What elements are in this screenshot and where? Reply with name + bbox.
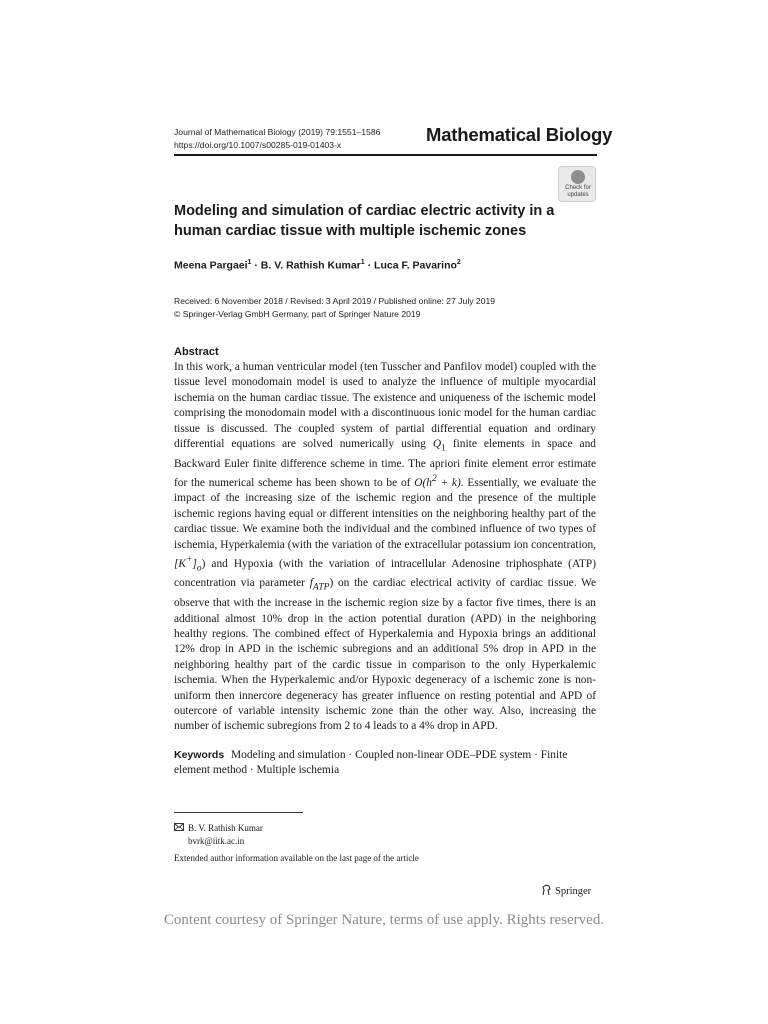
publisher-name: Springer [555, 886, 592, 897]
publication-dates [174, 295, 495, 320]
history-dates: Received: 6 November 2018 / Revised: 3 April 2019 / Published online: 27 July 2019 [174, 296, 496, 306]
author-separator: · [251, 259, 261, 272]
author-list [174, 259, 461, 272]
crossmark-icon [571, 170, 585, 184]
envelope-icon [174, 822, 188, 835]
math-order: $O(h^2 + k)$ [414, 474, 461, 489]
author-name: Luca F. Pavarino [374, 259, 457, 272]
journal-reference [174, 126, 380, 151]
author-name: B. V. Rathish Kumar [260, 259, 361, 272]
abstract-text: In this work, a human ventricular model (ten Tusscher and Panfilov model) coupled with the tissue level monodomain model is used to analyze the influence of multiple myocardial ischemia on the human cardiac tissue. The existence and uniqueness of the ischemic model comprising the monodomain model with a discontinuous ionic model for the human cardiac tissue is discussed. The coupled system of partial differential equation and ordinary differential equations are solved numerically using $Q_1$ finite elements in space and Backward Euler finite difference scheme in time. The apriori finite element error estimate for the numerical scheme has been shown to be of $O(h^2 + k)$. Essentially, we evaluate the impact of the increasing size of the ischemic region and the presence of the multiple ischemic regions having equal or different intensities on the neighboring healthy part of the cardiac tissue. We examine both the individual and the combined influence of two types of ischemia, Hyperkalemia (with the variation of the extracellular potassium ion concentration, $[K^+]_o$) and Hypoxia (with the variation of intracellular Adenosine triphosphate (ATP) concentration via parameter $f_{ATP}$) on the cardiac electrical activity of cardiac tissue. We observe that with the increase in the ischemic region size by a factor five times, there is an additional almost 10% drop in the action potential duration (APD) in the neighboring healthy regions. The combined effect of Hyperkalemia and Hypoxia brings an additional 12% drop in APD in the ischemic subregions and an additional 5% drop in APD in the neighboring healthy part of the cardic tissue in comparison to the only Hyperkalemic ischemia. When the Hyperkalemic and/or Hypoxic degeneracy of a ischemic zone is non-uniform then innercore degeneracy has greater influence on resting potential and APD of outercore of variable intensity ischemic zone than the other way. Also, increasing the number of ischemic subregions from 2 to 4 leads to a 4% drop in APD. [174, 361, 597, 733]
author-name: Meena Pargaei [174, 259, 248, 272]
check-for-updates-badge[interactable] [558, 166, 596, 202]
journal-citation: Journal of Mathematical Biology (2019) 79:1551–1586 [174, 127, 381, 137]
math-potassium: $[K^+]_o$ [174, 554, 202, 574]
corresponding-author-name: B. V. Rathish Kumar [188, 823, 263, 833]
extended-info-note: Extended author information available on the last page of the article [174, 853, 419, 863]
author-affiliation: 1 [360, 259, 365, 266]
copyright-line: © Springer-Verlag GmbH Germany, part of Springer Nature 2019 [174, 308, 421, 319]
author-affiliation: 2 [456, 259, 461, 266]
paper-title: Modeling and simulation of cardiac electric activity in a human cardiac tissue with multiple ischemic zones [174, 203, 555, 239]
math-q1: Q [432, 438, 442, 451]
footnote-divider [174, 812, 303, 813]
copyright-watermark: Content courtesy of Springer Nature, terms of use apply. Rights reserved. [163, 912, 605, 928]
corresponding-author [174, 822, 263, 848]
author-separator: · [364, 259, 375, 272]
corresponding-author-email[interactable]: bvrk@iitk.ac.in [188, 836, 245, 846]
doi-link[interactable]: https://doi.org/10.1007/s00285-019-01403-x [174, 139, 342, 150]
abstract-heading: Abstract [174, 346, 219, 358]
springer-horse-icon [541, 884, 552, 896]
springer-logo [541, 884, 591, 897]
author-affiliation: 1 [247, 259, 252, 266]
keywords-label: Keywords [174, 749, 225, 761]
keywords [174, 748, 596, 779]
journal-name: Mathematical Biology [426, 124, 613, 145]
keywords-text: Modeling and simulation · Coupled non-linear ODE–PDE system · Finite element method · Multiple ischemia [174, 749, 568, 777]
header-divider [174, 154, 597, 156]
crossmark-label: Check for updates [565, 185, 591, 198]
math-fatp: $f_{ATP}$ [309, 577, 330, 593]
